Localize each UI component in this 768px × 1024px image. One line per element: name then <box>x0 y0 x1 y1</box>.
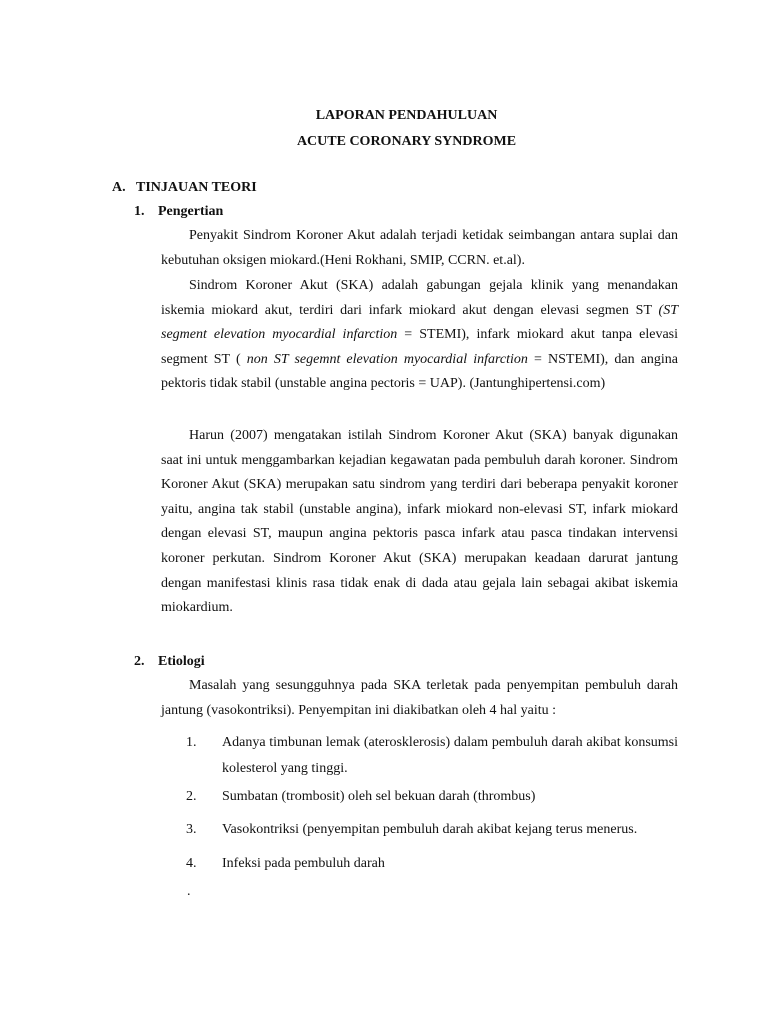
paragraph-text: = NSTEMI), dan angina pektoris tidak stabil (unstable angina pectoris = UAP). (Jantunghipertensi.com) <box>161 351 679 392</box>
list-item-text: Sumbatan (trombosit) oleh sel bekuan darah (thrombus) <box>222 789 536 804</box>
italic-term: non ST segemnt elevation myocardial infarction <box>246 351 528 367</box>
paragraph-text: Masalah yang sesungguhnya pada SKA terletak pada penyempitan pembuluh darah jantung (vasokontriksi). Penyempitan ini diakibatkan oleh 4 hal yaitu : <box>161 678 678 718</box>
subsection-heading-pengertian <box>134 204 223 220</box>
list-item-text: Infeksi pada pembuluh darah <box>222 856 385 871</box>
subsection-title: Pengertian <box>158 204 224 219</box>
paragraph-etiologi-intro <box>161 674 678 723</box>
list-item <box>186 851 678 877</box>
paragraph-text: Penyakit Sindrom Koroner Akut adalah terjadi ketidak seimbangan antara suplai dan kebutuhan oksigen miokard.(Heni Rokhani, SMIP, CCRN. et.al). <box>161 228 678 268</box>
list-item-number: 2. <box>186 789 197 804</box>
section-label: A. <box>112 180 126 195</box>
paragraph-pengertian-1 <box>161 224 678 273</box>
list-item-text: Adanya timbunan lemak (aterosklerosis) dalam pembuluh darah akibat konsumsi kolesterol yang tinggi. <box>222 735 678 776</box>
list-item <box>186 730 678 782</box>
list-item-text: Vasokontriksi (penyempitan pembuluh darah akibat kejang terus menerus. <box>222 822 638 837</box>
list-item-number: 1. <box>186 735 197 750</box>
paragraph-text: = STEMI), infark miokard akut tanpa elevasi segment ST ( <box>161 327 678 367</box>
section-title: TINJAUAN TEORI <box>136 180 257 195</box>
subsection-heading-etiologi <box>134 654 205 670</box>
trailing-period: . <box>187 884 191 899</box>
list-item-number: 4. <box>186 856 197 871</box>
subsection-label: 1. <box>134 204 145 219</box>
document-title: LAPORAN PENDAHULUAN <box>315 108 498 123</box>
paragraph-text: Sindrom Koroner Akut (SKA) adalah gabungan gejala klinik yang menandakan iskemia miokard akut, terdiri dari infark miokard akut dengan elevasi segmen ST <box>161 278 678 318</box>
paragraph-pengertian-3 <box>161 424 678 621</box>
paragraph-text: Harun (2007) mengatakan istilah Sindrom Koroner Akut (SKA) banyak digunakan saat ini untuk menggambarkan kejadian kegawatan pada pembuluh darah koroner. Sindrom Koroner Akut (SKA) merupakan satu sindrom yang terdiri dari beberapa penyakit koroner yaitu, angina tak stabil (unstable angina), infark miokard non-elevasi ST, infark miokard dengan elevasi ST, maupun angina pektoris pasca infark atau pasca tindakan intervensi koroner perkutan. Sindrom Koroner Akut (SKA) merupakan keadaan darurat jantung dengan manifestasi klinis rasa tidak enak di dada atau gejala lain sebagai akibat iskemia miokardium. <box>161 428 678 616</box>
section-heading-a <box>112 180 257 196</box>
list-item <box>186 784 678 810</box>
subsection-label: 2. <box>134 654 145 669</box>
italic-term: (ST segment elevation myocardial infarction <box>161 302 678 343</box>
list-item <box>186 817 678 843</box>
document-subtitle: ACUTE CORONARY SYNDROME <box>296 134 517 149</box>
paragraph-pengertian-2 <box>161 274 678 397</box>
list-item-number: 3. <box>186 822 197 837</box>
subsection-title: Etiologi <box>158 654 205 669</box>
